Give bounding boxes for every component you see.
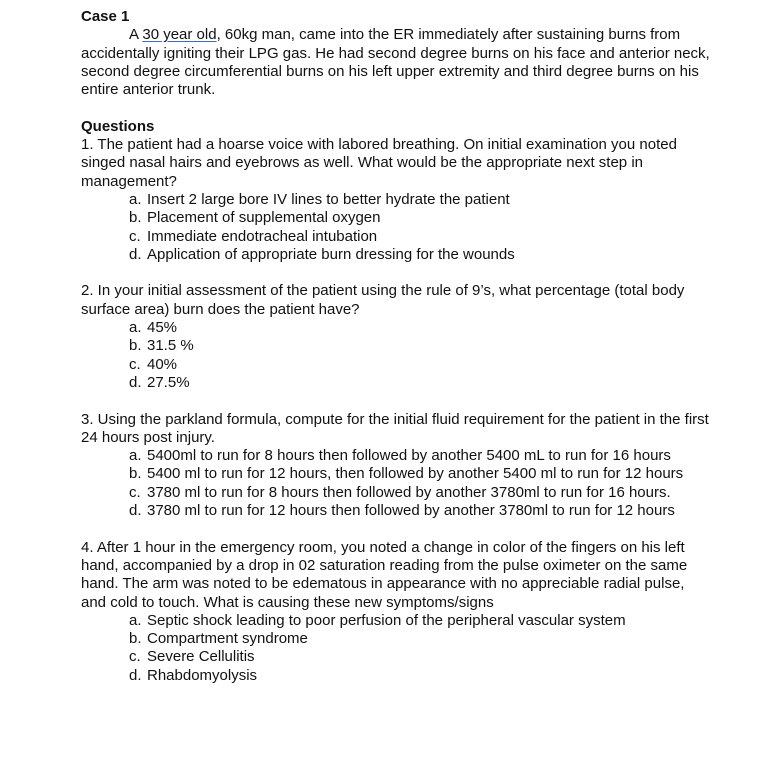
option-letter: b. [129, 465, 142, 483]
case-intro [81, 26, 711, 99]
option-b [81, 630, 711, 648]
option-text: 31.5 % [147, 337, 194, 355]
option-letter: b. [129, 337, 142, 355]
document-page [81, 8, 711, 685]
option-a [81, 447, 711, 465]
option-b [81, 209, 711, 227]
option-d [81, 502, 711, 520]
option-letter: c. [129, 227, 141, 245]
question-text: 1. The patient had a hoarse voice with labored breathing. On initial examination you noted singed nasal hairs and eyebrows as well. What would be the appropriate next step in management? [81, 136, 677, 190]
question-text: 3. Using the parkland formula, compute for the initial fluid requirement for the patient in the first 24 hours post injury. [81, 410, 709, 446]
option-text: 27.5% [147, 373, 190, 391]
option-letter: a. [129, 611, 142, 629]
option-text: 5400 ml to run for 12 hours, then followed by another 5400 ml to run for 12 hours [147, 465, 684, 483]
option-text: Rhabdomyolysis [147, 666, 258, 684]
option-a [81, 612, 711, 630]
question-text: 2. In your initial assessment of the patient using the rule of 9’s, what percentage (total body surface area) burn does the patient have? [81, 282, 685, 318]
option-text: 3780 ml to run for 8 hours then followed by another 3780ml to run for 16 hours. [147, 483, 671, 501]
option-letter: a. [129, 447, 142, 465]
option-letter: a. [129, 190, 142, 208]
option-b [81, 337, 711, 355]
options-list [81, 612, 711, 685]
option-text: 45% [147, 319, 178, 337]
option-letter: d. [129, 373, 142, 391]
options-list [81, 191, 711, 264]
option-text: 40% [147, 355, 178, 373]
option-c [81, 228, 711, 246]
option-text: 3780 ml to run for 12 hours then followed by another 3780ml to run for 12 hours [147, 502, 675, 520]
option-b [81, 465, 711, 483]
option-text: Immediate endotracheal intubation [147, 227, 378, 245]
option-c [81, 484, 711, 502]
option-text: 5400ml to run for 8 hours then followed by another 5400 mL to run for 16 hours [147, 447, 671, 465]
option-a [81, 191, 711, 209]
option-letter: d. [129, 502, 142, 520]
case-intro-rest: , 60kg man, came into the ER immediately after sustaining burns from accidentally igniting their LPG gas. He had second degree burns on his face and anterior neck, second degree circumferential burns on his left upper extremity and third degree burns on his entire anterior trunk. [81, 26, 710, 99]
option-letter: b. [129, 209, 142, 227]
option-letter: b. [129, 630, 142, 648]
option-text: Insert 2 large bore IV lines to better hydrate the patient [147, 190, 510, 208]
option-letter: c. [129, 355, 141, 373]
option-a [81, 319, 711, 337]
option-text: Application of appropriate burn dressing for the wounds [147, 245, 515, 263]
case-title: Case 1 [81, 8, 130, 25]
question-4 [81, 539, 711, 685]
option-c [81, 356, 711, 374]
option-d [81, 246, 711, 264]
option-d [81, 374, 711, 392]
option-text: Severe Cellulitis [147, 648, 255, 666]
option-letter: c. [129, 648, 141, 666]
option-c [81, 648, 711, 666]
case-intro-age: 30 year old [142, 26, 217, 44]
question-text: 4. After 1 hour in the emergency room, you noted a change in color of the fingers on his left hand, accompanied by a drop in 02 saturation reading from the pulse oximeter on the same hand. The arm was noted to be edematous in appearance with no appreciable radial pulse, and cold to touch. What is causing these new symptoms/signs [81, 538, 688, 611]
questions-heading: Questions [81, 117, 155, 135]
option-text: Septic shock leading to poor perfusion of the peripheral vascular system [147, 611, 626, 629]
options-list [81, 447, 711, 520]
option-letter: a. [129, 319, 142, 337]
question-1 [81, 136, 711, 264]
options-list [81, 319, 711, 392]
question-3 [81, 411, 711, 521]
option-letter: c. [129, 483, 141, 501]
option-text: Compartment syndrome [147, 630, 308, 648]
option-letter: d. [129, 245, 142, 263]
question-2 [81, 282, 711, 392]
option-letter: d. [129, 666, 142, 684]
case-intro-prefix: A [129, 26, 143, 44]
option-d [81, 667, 711, 685]
option-text: Placement of supplemental oxygen [147, 209, 381, 227]
